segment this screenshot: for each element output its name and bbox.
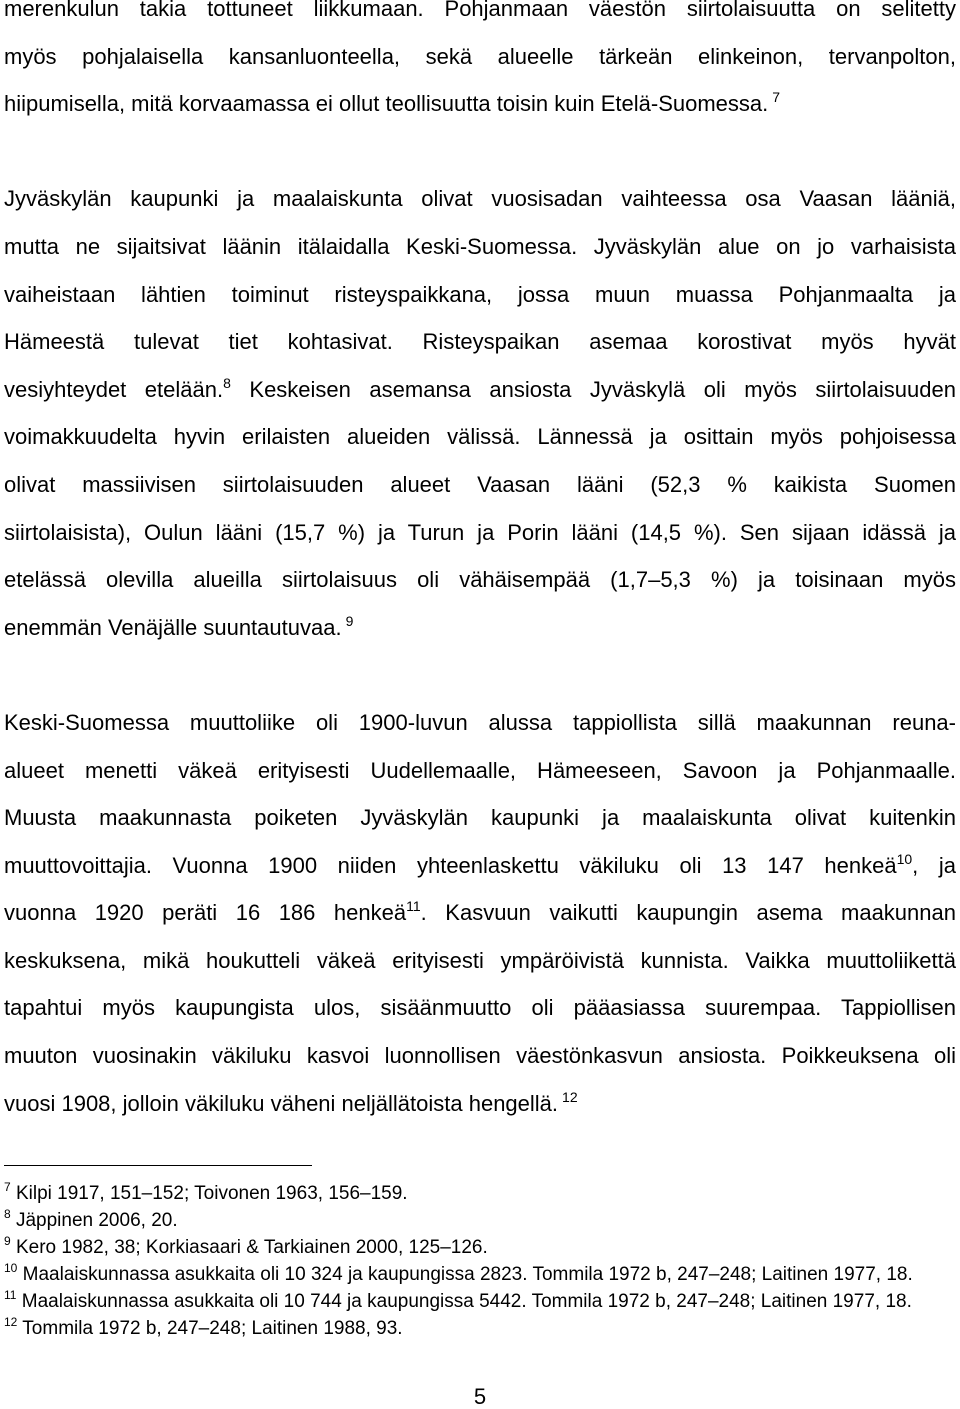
line-text: Keskeisen asemansa ansiosta Jyväskylä oli myös siirtolaisuuden <box>230 376 956 402</box>
line-text: Jyväskylän kaupunki ja maalaiskunta olivat vuosisadan vaihteessa osa Vaasan lääniä, <box>4 186 956 212</box>
line-text: vuosi 1908, jolloin väkiluku väheni neljällätoista hengellä. <box>4 1090 559 1116</box>
line-text: . Kasvuun vaikutti kaupungin asema maakunnan <box>420 900 956 926</box>
line-text: muuton vuosinakin väkiluku kasvoi luonnollisen väestönkasvun ansiosta. Poikkeuksena oli <box>4 1043 956 1069</box>
line-text: keskuksena, mikä houkutteli väkeä erityisesti ympäröivistä kunnista. Vaikka muuttoliikettä <box>4 947 956 973</box>
footnote-text: Kero 1982, 38; Korkiasaari & Tarkiainen 2000, 125–126. <box>15 1237 488 1258</box>
text-line <box>4 318 956 366</box>
footnote-reference: 10 <box>896 850 913 867</box>
footnote <box>4 1180 956 1207</box>
text-line <box>4 699 956 747</box>
footnote-text: Maalaiskunnassa asukkaita oli 10 324 ja kaupungissa 2823. Tommila 1972 b, 247–248; Laitinen 1977, 18. <box>22 1264 913 1285</box>
footnote-number: 9 <box>4 1234 11 1248</box>
footnote <box>4 1261 956 1288</box>
footnote-number: 10 <box>4 1261 18 1275</box>
body-paragraph <box>4 175 956 651</box>
line-text: merenkulun takia tottuneet liikkumaan. Pohjanmaan väestön siirtolaisuutta on selitetty <box>4 0 956 21</box>
footnote-reference: 7 <box>772 89 781 106</box>
line-text: mutta ne sijaitsivat läänin itälaidalla Keski-Suomessa. Jyväskylän alue on jo varhaisista <box>4 233 956 259</box>
text-line <box>4 461 956 509</box>
line-text: enemmän Venäjälle suuntautuvaa. <box>4 614 342 640</box>
line-text: Keski-Suomessa muuttoliike oli 1900-luvun alussa tappiollista sillä maakunnan reuna- <box>4 709 956 735</box>
text-line <box>4 604 956 652</box>
text-line <box>4 80 956 128</box>
footnote-reference: 12 <box>562 1088 578 1105</box>
footnote-text: Tommila 1972 b, 247–248; Laitinen 1988, 93. <box>22 1318 403 1339</box>
text-line <box>4 1080 956 1128</box>
footnote-number: 11 <box>4 1288 17 1302</box>
text-line <box>4 413 956 461</box>
line-text: olivat massiivisen siirtolaisuuden alueet Vaasan lääni (52,3 % kaikista Suomen <box>4 471 956 497</box>
text-line <box>4 175 956 223</box>
text-line <box>4 509 956 557</box>
footnote-separator <box>4 1165 312 1166</box>
text-line <box>4 271 956 319</box>
footnote <box>4 1207 956 1234</box>
body-text <box>4 0 956 1175</box>
footnote-reference: 8 <box>223 374 231 391</box>
line-text: vaiheistaan lähtien toiminut risteyspaikkana, jossa muun muassa Pohjanmaalta ja <box>4 281 956 307</box>
footnote <box>4 1288 956 1315</box>
text-line <box>4 33 956 81</box>
footnote <box>4 1315 956 1342</box>
line-text: vuonna 1920 peräti 16 186 henkeä <box>4 900 407 926</box>
footnote-number: 12 <box>4 1315 18 1329</box>
text-line <box>4 842 956 890</box>
text-line <box>4 747 956 795</box>
line-text: siirtolaisista), Oulun lääni (15,7 %) ja Turun ja Porin lääni (14,5 %). Sen sijaan idässä ja <box>4 519 956 545</box>
text-line <box>4 0 956 33</box>
text-line <box>4 889 956 937</box>
footnote-text: Jäppinen 2006, 20. <box>15 1210 178 1231</box>
footnote-number: 8 <box>4 1207 11 1221</box>
line-text: hiipumisella, mitä korvaamassa ei ollut teollisuutta toisin kuin Etelä-Suomessa. <box>4 91 769 117</box>
line-text: myös pohjalaisella kansanluonteella, sekä alueelle tärkeän elinkeinon, tervanpolton, <box>4 43 956 69</box>
footnote-number: 7 <box>4 1180 11 1194</box>
text-line <box>4 937 956 985</box>
text-line <box>4 556 956 604</box>
text-line <box>4 1032 956 1080</box>
line-text: alueet menetti väkeä erityisesti Uudellemaalle, Hämeeseen, Savoon ja Pohjanmaalle. <box>4 757 956 783</box>
line-text: , ja <box>912 852 956 878</box>
footnotes <box>4 1180 956 1342</box>
text-line <box>4 366 956 414</box>
footnote-text: Kilpi 1917, 151–152; Toivonen 1963, 156–159. <box>15 1183 408 1204</box>
line-text: muuttovoittajia. Vuonna 1900 niiden yhteenlaskettu väkiluku oli 13 147 henkeä <box>4 852 897 878</box>
footnote-reference: 11 <box>406 898 421 915</box>
body-paragraph <box>4 0 956 128</box>
line-text: Muusta maakunnasta poiketen Jyväskylän kaupunki ja maalaiskunta olivat kuitenkin <box>4 805 956 831</box>
footnote-text: Maalaiskunnassa asukkaita oli 10 744 ja kaupungissa 5442. Tommila 1972 b, 247–248; Laitinen 1977, 18. <box>21 1291 912 1312</box>
body-paragraph <box>4 699 956 1127</box>
text-line <box>4 984 956 1032</box>
footnote-reference: 9 <box>345 612 354 629</box>
text-line <box>4 223 956 271</box>
line-text: etelässä olevilla alueilla siirtolaisuus oli vähäisempää (1,7–5,3 %) ja toisinaan myös <box>4 567 956 593</box>
line-text: voimakkuudelta hyvin erilaisten alueiden välissä. Lännessä ja osittain myös pohjoisessa <box>4 424 956 450</box>
text-line <box>4 794 956 842</box>
line-text: tapahtui myös kaupungista ulos, sisäänmuutto oli pääasiassa suurempaa. Tappiollisen <box>4 995 956 1021</box>
line-text: vesiyhteydet etelään. <box>4 376 224 402</box>
footnote <box>4 1234 956 1261</box>
line-text: Hämeestä tulevat tiet kohtasivat. Risteyspaikan asemaa korostivat myös hyvät <box>4 329 956 355</box>
page-number: 5 <box>473 1384 487 1409</box>
